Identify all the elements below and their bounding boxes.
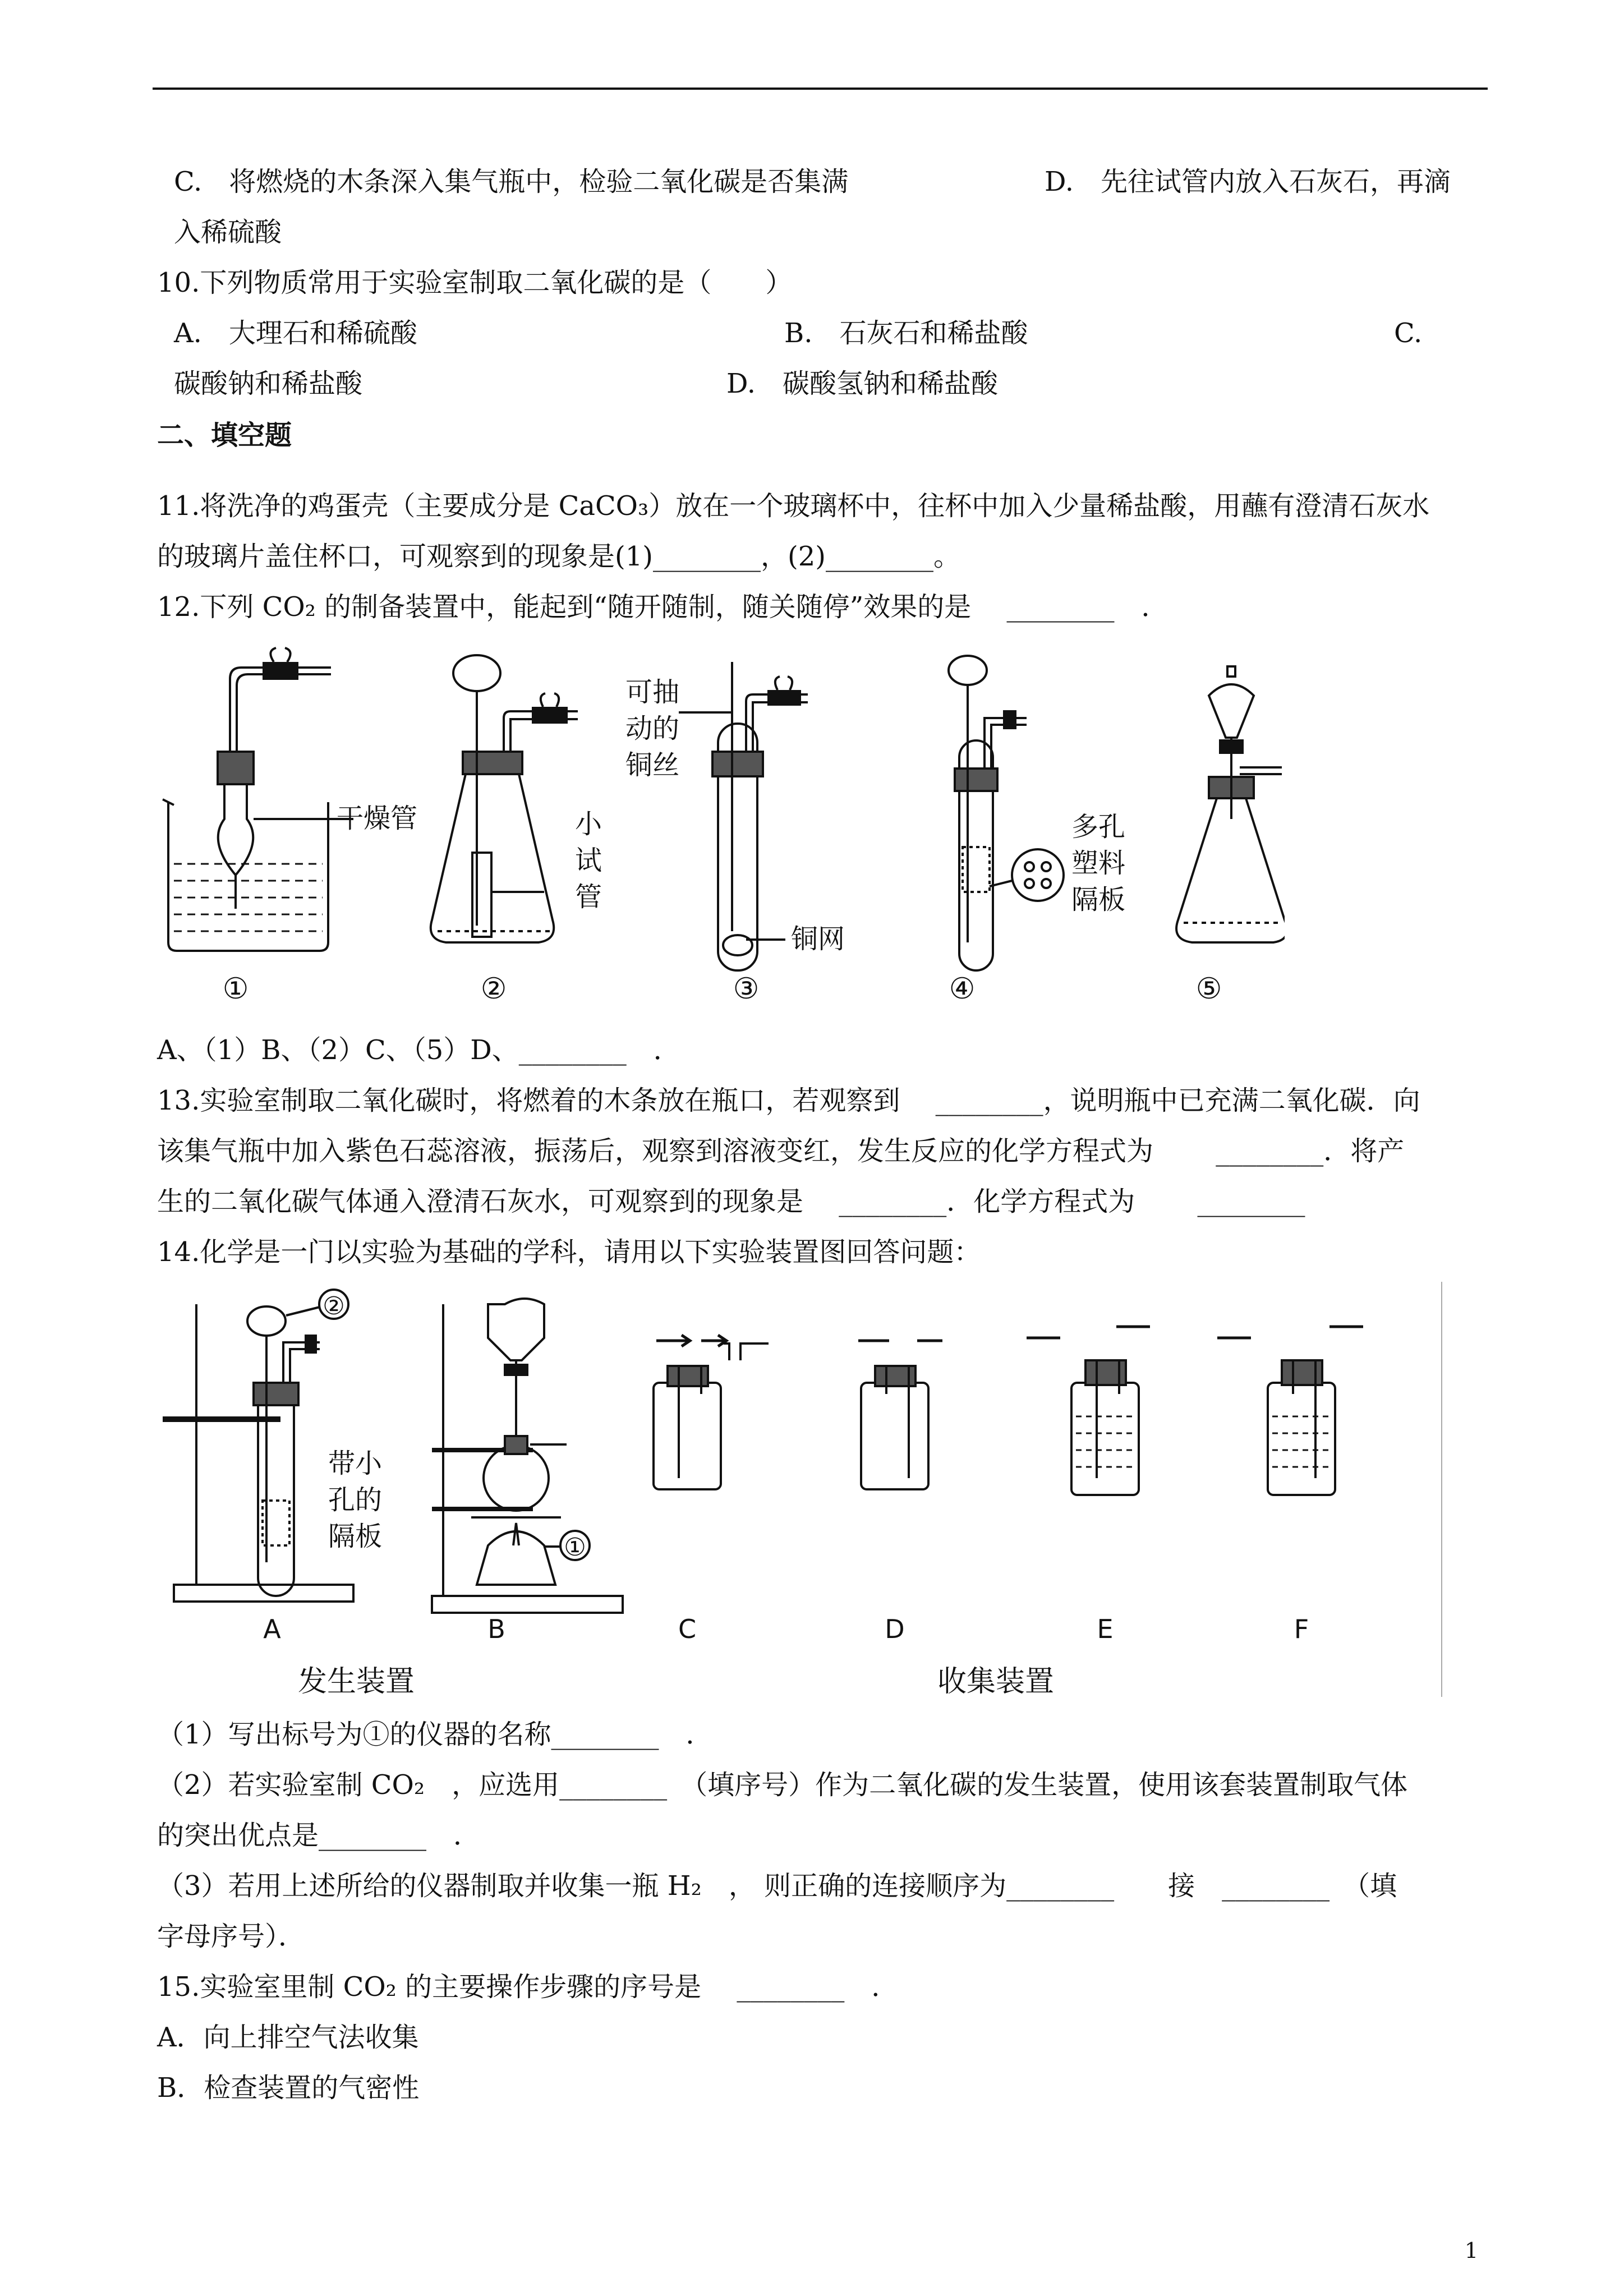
label-plate-1: 多孔 <box>1071 811 1126 843</box>
q13-line1: 13.实验室制取二氧化碳时，将燃着的木条放在瓶口，若观察到 ________，说明瓶中已充满二氧化碳．向 <box>157 1085 1420 1116</box>
q12-answer-line: A、（1）B、（2）C、（5）D、________ ． <box>157 1034 680 1066</box>
q14-sub3-line2: 字母序号）． <box>157 1921 306 1952</box>
q9-option-d: D. 先往试管内放入石灰石，再滴 <box>1045 166 1451 197</box>
label-circle-1: ① <box>564 1533 586 1562</box>
q10-option-a: A. 大理石和稀硫酸 <box>174 318 417 349</box>
apparatus-label-a: A <box>263 1614 281 1644</box>
figure-number-4: ④ <box>949 972 976 1006</box>
apparatus-label-d: D <box>885 1614 905 1644</box>
page-number: 1 <box>1464 2238 1478 2263</box>
q10-option-b: B. 石灰石和稀盐酸 <box>784 318 1028 349</box>
caption-generator: 发生装置 <box>297 1665 415 1699</box>
figure-number-3: ③ <box>733 972 760 1006</box>
label-drying-tube: 干燥管 <box>337 803 418 834</box>
q14-sub2-line1: （2）若实验室制 CO₂ ，应选用________ （填序号）作为二氧化碳的发生装置，使用该套装置制取气体 <box>157 1769 1408 1801</box>
label-small-tube-3: 管 <box>575 881 602 913</box>
label-circle-2: ② <box>323 1292 345 1320</box>
section-heading: 二、填空题 <box>157 420 292 451</box>
q11-line1: 11.将洗净的鸡蛋壳（主要成分是 CaCO₃）放在一个玻璃杯中，往杯中加入少量稀盐酸，用蘸有澄清石灰水 <box>157 490 1430 522</box>
figure-number-5: ⑤ <box>1195 972 1222 1006</box>
figure-number-1: ① <box>222 972 249 1006</box>
label-small-tube-2: 试 <box>575 845 602 876</box>
label-wire-3: 铜丝 <box>625 749 680 781</box>
q10-stem: 10.下列物质常用于实验室制取二氧化碳的是（ ） <box>157 267 793 298</box>
label-plate-2: 塑料 <box>1071 848 1126 879</box>
q14-sub1: （1）写出标号为①的仪器的名称________ ． <box>157 1719 713 1750</box>
apparatus-label-f: F <box>1294 1614 1309 1644</box>
q14-sub2-line2: 的突出优点是________ ． <box>157 1820 481 1851</box>
q14-figure <box>151 1282 1453 1714</box>
label-wire-1: 可抽 <box>625 677 680 708</box>
q13-line2: 该集气瓶中加入紫色石蕊溶液，振荡后，观察到溶液变红，发生反应的化学方程式为 ________．将产 <box>157 1135 1405 1167</box>
q14-sub3-line1: （3）若用上述所给的仪器制取并收集一瓶 H₂ ， 则正确的连接顺序为________ 接 ________ （填 <box>157 1870 1397 1902</box>
q12-stem: 12.下列 CO₂ 的制备装置中，能起到“随开随制，随关随停”效果的是 ________ ． <box>157 591 1168 623</box>
q13-line3: 生的二氧化碳气体通入澄清石灰水，可观察到的现象是 ________．化学方程式为 ________ <box>157 1186 1305 1217</box>
caption-collector: 收集装置 <box>937 1665 1055 1699</box>
q9-option-c: C. 将燃烧的木条深入集气瓶中，检验二氧化碳是否集满 <box>174 166 849 197</box>
q10-option-c-text: 碳酸钠和稀盐酸 <box>174 368 363 399</box>
q15-stem: 15.实验室里制 CO₂ 的主要操作步骤的序号是 ________ ． <box>157 1971 899 2003</box>
label-plate-line-1: 带小 <box>328 1448 383 1479</box>
q11-line2: 的玻璃片盖住杯口，可观察到的现象是(1)________，(2)________。 <box>157 541 960 572</box>
label-wire-2: 动的 <box>625 713 680 744</box>
q14-stem: 14.化学是一门以实验为基础的学科，请用以下实验装置图回答问题： <box>157 1236 981 1268</box>
q15-option-a: A．向上排空气法收集 <box>157 2022 419 2053</box>
label-plate-line-3: 隔板 <box>328 1521 383 1552</box>
label-copper-mesh: 铜网 <box>791 923 845 955</box>
q15-option-b: B．检查装置的气密性 <box>157 2072 420 2104</box>
apparatus-label-b: B <box>487 1614 505 1644</box>
q12-figure <box>151 639 1285 1010</box>
label-plate-line-2: 孔的 <box>328 1484 383 1516</box>
q9-option-d-cont: 入稀硫酸 <box>174 217 282 248</box>
q10-option-d: D. 碳酸氢钠和稀盐酸 <box>726 368 999 399</box>
apparatus-label-e: E <box>1097 1614 1114 1644</box>
apparatus-label-c: C <box>678 1614 697 1644</box>
figure-number-2: ② <box>480 972 507 1006</box>
label-small-tube-1: 小 <box>575 808 602 840</box>
q10-option-c-label: C. <box>1394 318 1423 349</box>
label-plate-3: 隔板 <box>1071 884 1126 915</box>
header-rule <box>153 88 1488 90</box>
